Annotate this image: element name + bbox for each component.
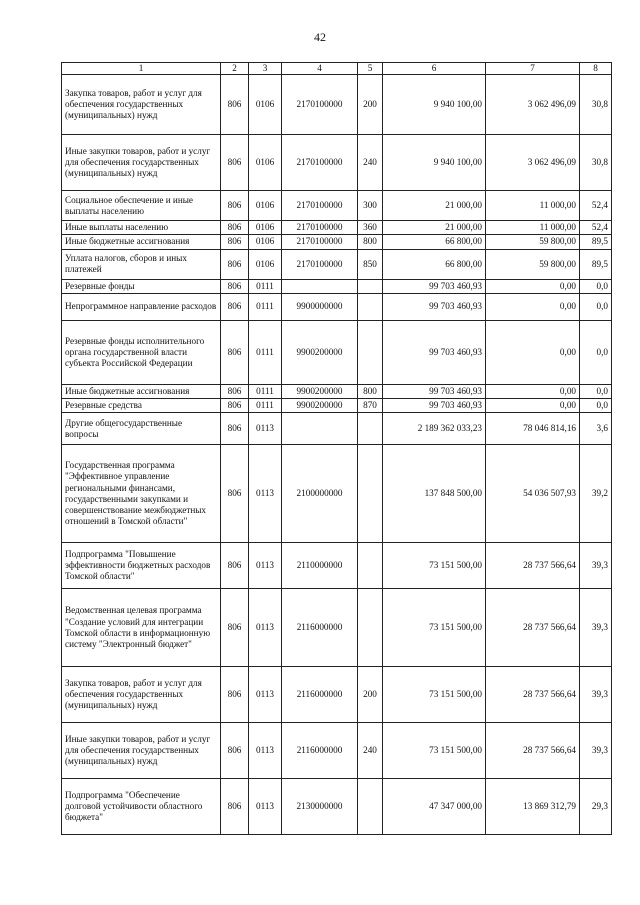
target-article-code: 2116000000 — [282, 589, 358, 667]
table-row — [62, 445, 612, 543]
table-row — [62, 191, 612, 221]
expense-type-code — [358, 589, 383, 667]
planned-amount: 66 800,00 — [383, 235, 486, 249]
section-code: 0111 — [249, 279, 282, 293]
expense-name: Резервные средства — [62, 399, 221, 413]
table-row — [62, 399, 612, 413]
expense-name: Непрограммное направление расходов — [62, 293, 221, 320]
target-article-code: 9900200000 — [282, 384, 358, 398]
ministry-code: 806 — [221, 723, 249, 779]
expense-name: Другие общегосударственные вопросы — [62, 413, 221, 445]
executed-amount: 11 000,00 — [486, 221, 580, 235]
planned-amount: 21 000,00 — [383, 221, 486, 235]
section-code: 0113 — [249, 589, 282, 667]
expense-type-code: 870 — [358, 399, 383, 413]
executed-amount: 28 737 566,64 — [486, 589, 580, 667]
section-code: 0113 — [249, 779, 282, 835]
target-article-code: 9900000000 — [282, 293, 358, 320]
executed-amount: 0,00 — [486, 279, 580, 293]
target-article-code: 2170100000 — [282, 191, 358, 221]
expense-type-code — [358, 320, 383, 384]
budget-table — [61, 62, 612, 835]
column-header: 4 — [282, 63, 358, 75]
section-code: 0106 — [249, 249, 282, 279]
planned-amount: 99 703 460,93 — [383, 384, 486, 398]
execution-percent: 52,4 — [580, 221, 612, 235]
column-header: 1 — [62, 63, 221, 75]
planned-amount: 21 000,00 — [383, 191, 486, 221]
target-article-code: 2116000000 — [282, 723, 358, 779]
expense-name: Иные закупки товаров, работ и услуг для обеспечения государственных (муниципальных) нужд — [62, 135, 221, 191]
section-code: 0113 — [249, 445, 282, 543]
section-code: 0111 — [249, 320, 282, 384]
section-code: 0113 — [249, 543, 282, 589]
table-row — [62, 413, 612, 445]
expense-type-code: 850 — [358, 249, 383, 279]
ministry-code: 806 — [221, 384, 249, 398]
executed-amount: 78 046 814,16 — [486, 413, 580, 445]
target-article-code: 9900200000 — [282, 399, 358, 413]
table-row — [62, 384, 612, 398]
expense-name: Подпрограмма "Обеспечение долговой устойчивости областного бюджета" — [62, 779, 221, 835]
expense-name: Иные бюджетные ассигнования — [62, 235, 221, 249]
execution-percent: 30,8 — [580, 75, 612, 135]
ministry-code: 806 — [221, 320, 249, 384]
table-row — [62, 135, 612, 191]
executed-amount: 3 062 496,09 — [486, 75, 580, 135]
ministry-code: 806 — [221, 667, 249, 723]
table-row — [62, 75, 612, 135]
section-code: 0113 — [249, 413, 282, 445]
planned-amount: 99 703 460,93 — [383, 293, 486, 320]
expense-type-code — [358, 543, 383, 589]
execution-percent: 39,3 — [580, 543, 612, 589]
expense-type-code: 800 — [358, 235, 383, 249]
planned-amount: 99 703 460,93 — [383, 320, 486, 384]
ministry-code: 806 — [221, 75, 249, 135]
target-article-code: 2110000000 — [282, 543, 358, 589]
section-code: 0111 — [249, 293, 282, 320]
page-number: 42 — [314, 30, 326, 44]
execution-percent: 39,3 — [580, 667, 612, 723]
expense-name: Социальное обеспечение и иные выплаты населению — [62, 191, 221, 221]
target-article-code: 2116000000 — [282, 667, 358, 723]
target-article-code — [282, 279, 358, 293]
execution-percent: 39,3 — [580, 589, 612, 667]
execution-percent: 29,3 — [580, 779, 612, 835]
table-body — [62, 75, 612, 835]
execution-percent: 0,0 — [580, 384, 612, 398]
planned-amount: 137 848 500,00 — [383, 445, 486, 543]
executed-amount: 11 000,00 — [486, 191, 580, 221]
execution-percent: 89,5 — [580, 249, 612, 279]
section-code: 0106 — [249, 75, 282, 135]
execution-percent: 30,8 — [580, 135, 612, 191]
ministry-code: 806 — [221, 779, 249, 835]
expense-name: Иные выплаты населению — [62, 221, 221, 235]
expense-name: Государственная программа "Эффективное управление региональными финансами, государственными закупками и совершенствование межбюджетных отношений в Томской области" — [62, 445, 221, 543]
target-article-code — [282, 413, 358, 445]
executed-amount: 28 737 566,64 — [486, 667, 580, 723]
expense-name: Закупка товаров, работ и услуг для обеспечения государственных (муниципальных) нужд — [62, 75, 221, 135]
table-row — [62, 320, 612, 384]
expense-type-code: 300 — [358, 191, 383, 221]
expense-type-code: 240 — [358, 723, 383, 779]
table-row — [62, 293, 612, 320]
expense-name: Резервные фонды исполнительного органа государственной власти субъекта Российской Федерации — [62, 320, 221, 384]
executed-amount: 0,00 — [486, 384, 580, 398]
section-code: 0111 — [249, 384, 282, 398]
execution-percent: 0,0 — [580, 320, 612, 384]
target-article-code: 2170100000 — [282, 75, 358, 135]
section-code: 0106 — [249, 221, 282, 235]
target-article-code: 2170100000 — [282, 249, 358, 279]
section-code: 0106 — [249, 135, 282, 191]
target-article-code: 9900200000 — [282, 320, 358, 384]
expense-type-code: 360 — [358, 221, 383, 235]
expense-type-code — [358, 445, 383, 543]
planned-amount: 9 940 100,00 — [383, 75, 486, 135]
ministry-code: 806 — [221, 191, 249, 221]
section-code: 0111 — [249, 399, 282, 413]
executed-amount: 54 036 507,93 — [486, 445, 580, 543]
expense-name: Уплата налогов, сборов и иных платежей — [62, 249, 221, 279]
column-header: 2 — [221, 63, 249, 75]
table-row — [62, 279, 612, 293]
table-row — [62, 723, 612, 779]
ministry-code: 806 — [221, 221, 249, 235]
executed-amount: 0,00 — [486, 320, 580, 384]
planned-amount: 47 347 000,00 — [383, 779, 486, 835]
execution-percent: 0,0 — [580, 399, 612, 413]
executed-amount: 0,00 — [486, 293, 580, 320]
section-code: 0113 — [249, 667, 282, 723]
ministry-code: 806 — [221, 399, 249, 413]
expense-type-code: 200 — [358, 667, 383, 723]
execution-percent: 89,5 — [580, 235, 612, 249]
table-row — [62, 667, 612, 723]
table-row — [62, 221, 612, 235]
table-row — [62, 249, 612, 279]
planned-amount: 99 703 460,93 — [383, 279, 486, 293]
ministry-code: 806 — [221, 235, 249, 249]
target-article-code: 2170100000 — [282, 221, 358, 235]
expense-type-code — [358, 413, 383, 445]
execution-percent: 3,6 — [580, 413, 612, 445]
execution-percent: 52,4 — [580, 191, 612, 221]
ministry-code: 806 — [221, 445, 249, 543]
expense-type-code — [358, 279, 383, 293]
expense-type-code: 240 — [358, 135, 383, 191]
column-header: 7 — [486, 63, 580, 75]
table-header-row — [62, 63, 612, 75]
expense-type-code: 200 — [358, 75, 383, 135]
planned-amount: 73 151 500,00 — [383, 667, 486, 723]
executed-amount: 28 737 566,64 — [486, 543, 580, 589]
executed-amount: 59 800,00 — [486, 235, 580, 249]
target-article-code: 2170100000 — [282, 135, 358, 191]
target-article-code: 2100000000 — [282, 445, 358, 543]
planned-amount: 2 189 362 033,23 — [383, 413, 486, 445]
target-article-code: 2170100000 — [282, 235, 358, 249]
expense-type-code: 800 — [358, 384, 383, 398]
executed-amount: 3 062 496,09 — [486, 135, 580, 191]
expense-name: Подпрограмма "Повышение эффективности бюджетных расходов Томской области" — [62, 543, 221, 589]
table-row — [62, 543, 612, 589]
expense-name: Ведомственная целевая программа "Создание условий для интеграции Томской области в информационную систему "Электронный бюджет" — [62, 589, 221, 667]
column-header: 5 — [358, 63, 383, 75]
section-code: 0113 — [249, 723, 282, 779]
executed-amount: 13 869 312,79 — [486, 779, 580, 835]
section-code: 0106 — [249, 235, 282, 249]
expense-type-code — [358, 293, 383, 320]
execution-percent: 39,3 — [580, 723, 612, 779]
expense-name: Иные закупки товаров, работ и услуг для обеспечения государственных (муниципальных) нужд — [62, 723, 221, 779]
ministry-code: 806 — [221, 413, 249, 445]
planned-amount: 9 940 100,00 — [383, 135, 486, 191]
table-row — [62, 779, 612, 835]
target-article-code: 2130000000 — [282, 779, 358, 835]
expense-name: Резервные фонды — [62, 279, 221, 293]
planned-amount: 73 151 500,00 — [383, 543, 486, 589]
table-row — [62, 589, 612, 667]
executed-amount: 0,00 — [486, 399, 580, 413]
execution-percent: 0,0 — [580, 293, 612, 320]
expense-name: Закупка товаров, работ и услуг для обеспечения государственных (муниципальных) нужд — [62, 667, 221, 723]
expense-type-code — [358, 779, 383, 835]
column-header: 3 — [249, 63, 282, 75]
ministry-code: 806 — [221, 249, 249, 279]
planned-amount: 73 151 500,00 — [383, 589, 486, 667]
execution-percent: 0,0 — [580, 279, 612, 293]
ministry-code: 806 — [221, 293, 249, 320]
ministry-code: 806 — [221, 543, 249, 589]
ministry-code: 806 — [221, 279, 249, 293]
planned-amount: 99 703 460,93 — [383, 399, 486, 413]
section-code: 0106 — [249, 191, 282, 221]
execution-percent: 39,2 — [580, 445, 612, 543]
executed-amount: 28 737 566,64 — [486, 723, 580, 779]
executed-amount: 59 800,00 — [486, 249, 580, 279]
planned-amount: 73 151 500,00 — [383, 723, 486, 779]
table-row — [62, 235, 612, 249]
planned-amount: 66 800,00 — [383, 249, 486, 279]
column-header: 8 — [580, 63, 612, 75]
ministry-code: 806 — [221, 135, 249, 191]
column-header: 6 — [383, 63, 486, 75]
expense-name: Иные бюджетные ассигнования — [62, 384, 221, 398]
ministry-code: 806 — [221, 589, 249, 667]
